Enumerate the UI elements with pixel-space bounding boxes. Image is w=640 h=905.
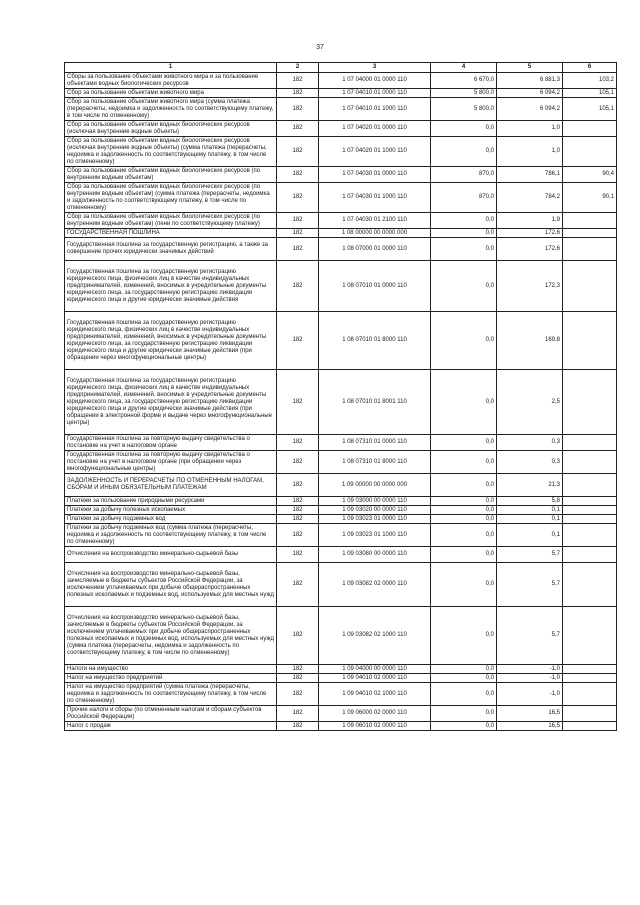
percent-value: [563, 137, 617, 167]
plan-value: 0,0: [431, 563, 497, 607]
budget-class-code: 1 07 04030 01 2100 110: [319, 213, 431, 229]
actual-value: 21,3: [497, 474, 563, 497]
percent-value: [563, 238, 617, 261]
budget-class-code: 1 09 03082 02 1000 110: [319, 607, 431, 665]
table-row: [65, 706, 617, 722]
table-row: [65, 73, 617, 89]
actual-value: 16,5: [497, 706, 563, 722]
admin-code: 182: [277, 73, 319, 89]
actual-value: 784,2: [497, 183, 563, 213]
plan-value: 0,0: [431, 238, 497, 261]
percent-value: [563, 370, 617, 435]
table-row: [65, 607, 617, 665]
budget-class-code: 1 07 04030 01 1000 110: [319, 183, 431, 213]
row-name: Сбор за пользование объектами водных биологических ресурсов (по внутренним водным объектам) (пени по соответствующему платежу): [65, 213, 277, 229]
budget-class-code: 1 08 07310 01 8000 110: [319, 451, 431, 474]
percent-value: 105,1: [563, 89, 617, 98]
percent-value: [563, 563, 617, 607]
budget-class-code: 1 07 04020 01 1000 110: [319, 137, 431, 167]
column-header: 1: [65, 63, 277, 73]
admin-code: 182: [277, 722, 319, 731]
table-row: [65, 229, 617, 238]
plan-value: 0,0: [431, 515, 497, 524]
row-name: Налог на имущество предприятий: [65, 674, 277, 683]
plan-value: 5 800,0: [431, 89, 497, 98]
row-name: Отчисления на воспроизводство минерально-сырьевой базы, зачисляемые в бюджеты субъектов Российской Федерации, за исключением уплачиваемых при добыче общераспространенных полезных ископаемых и подземных вод, используемых для местных нужд: [65, 563, 277, 607]
plan-value: 0,0: [431, 451, 497, 474]
row-name: Государственная пошлина за повторную выдачу свидетельства о постановке на учет в налоговом органе (при обращении через многофункциональные центры): [65, 451, 277, 474]
admin-code: 182: [277, 312, 319, 370]
budget-class-code: 1 09 03000 00 0000 110: [319, 497, 431, 506]
budget-class-code: 1 09 03082 02 0000 110: [319, 563, 431, 607]
plan-value: 870,0: [431, 183, 497, 213]
admin-code: 182: [277, 451, 319, 474]
percent-value: 90,4: [563, 167, 617, 183]
budget-class-code: 1 09 04010 02 0000 110: [319, 674, 431, 683]
table-row: [65, 370, 617, 435]
row-name: ЗАДОЛЖЕННОСТЬ И ПЕРЕРАСЧЕТЫ ПО ОТМЕНЕННЫМ НАЛОГАМ, СБОРАМ И ИНЫМ ОБЯЗАТЕЛЬНЫМ ПЛАТЕЖАМ: [65, 474, 277, 497]
budget-class-code: 1 08 00000 00 0000 000: [319, 229, 431, 238]
admin-code: 182: [277, 183, 319, 213]
column-header: 3: [319, 63, 431, 73]
row-name: Сборы за пользование объектами животного мира и за пользование объектами водных биологических ресурсов: [65, 73, 277, 89]
table-row: [65, 312, 617, 370]
actual-value: 6 881,3: [497, 73, 563, 89]
plan-value: 0,0: [431, 137, 497, 167]
table-row: [65, 451, 617, 474]
actual-value: 5,8: [497, 497, 563, 506]
actual-value: 786,1: [497, 167, 563, 183]
admin-code: 182: [277, 524, 319, 547]
table-row: [65, 89, 617, 98]
percent-value: [563, 474, 617, 497]
percent-value: [563, 607, 617, 665]
row-name: Платежи за добычу подземных вод (сумма платежа (перерасчеты, недоимка и задолженность по соответствующему платежу, в том числе по отмененному): [65, 524, 277, 547]
budget-class-code: 1 08 07000 01 0000 110: [319, 238, 431, 261]
actual-value: -1,0: [497, 683, 563, 706]
budget-class-code: 1 07 04010 01 1000 110: [319, 98, 431, 121]
plan-value: 0,0: [431, 497, 497, 506]
row-name: Сбор за пользование объектами животного мира (сумма платежа (перерасчеты, недоимка и задолженность по соответствующему платежу, в том числе по отмененному): [65, 98, 277, 121]
admin-code: 182: [277, 213, 319, 229]
plan-value: 0,0: [431, 722, 497, 731]
admin-code: 182: [277, 497, 319, 506]
plan-value: 0,0: [431, 547, 497, 563]
actual-value: 5,7: [497, 547, 563, 563]
row-name: Сбор за пользование объектами водных биологических ресурсов (по внутренним водным объектам) (сумма платежа (перерасчеты, недоимка и задолженность по соответствующему платежу, в том числе по отмененному): [65, 183, 277, 213]
revenue-table: [64, 62, 617, 731]
percent-value: [563, 261, 617, 312]
plan-value: 0,0: [431, 213, 497, 229]
budget-class-code: 1 08 07010 01 8000 110: [319, 312, 431, 370]
actual-value: 172,3: [497, 261, 563, 312]
table-row: [65, 238, 617, 261]
budget-class-code: 1 09 06000 02 0000 110: [319, 706, 431, 722]
row-name: Платежи за добычу подземных вод: [65, 515, 277, 524]
percent-value: 105,1: [563, 98, 617, 121]
admin-code: 182: [277, 474, 319, 497]
table-row: [65, 683, 617, 706]
budget-class-code: 1 07 04030 01 0000 110: [319, 167, 431, 183]
actual-value: 0,1: [497, 524, 563, 547]
table-row: [65, 183, 617, 213]
row-name: Прочие налоги и сборы (по отмененным налогам и сборам субъектов Российской Федерации): [65, 706, 277, 722]
table-row: [65, 547, 617, 563]
actual-value: -1,0: [497, 665, 563, 674]
table-row: [65, 435, 617, 451]
actual-value: 1,0: [497, 137, 563, 167]
admin-code: 182: [277, 238, 319, 261]
percent-value: [563, 435, 617, 451]
percent-value: [563, 547, 617, 563]
admin-code: 182: [277, 121, 319, 137]
budget-class-code: 1 09 03020 00 0000 110: [319, 506, 431, 515]
table-row: [65, 515, 617, 524]
actual-value: 0,1: [497, 515, 563, 524]
row-name: Налоги на имущество: [65, 665, 277, 674]
admin-code: 182: [277, 515, 319, 524]
admin-code: 182: [277, 683, 319, 706]
percent-value: [563, 674, 617, 683]
plan-value: 0,0: [431, 524, 497, 547]
plan-value: 0,0: [431, 474, 497, 497]
admin-code: 182: [277, 229, 319, 238]
column-header: 5: [497, 63, 563, 73]
table-row: [65, 722, 617, 731]
percent-value: [563, 706, 617, 722]
table-row: [65, 261, 617, 312]
actual-value: 0,3: [497, 435, 563, 451]
row-name: Сбор за пользование объектами водных биологических ресурсов (по внутренним водным объектам): [65, 167, 277, 183]
admin-code: 182: [277, 261, 319, 312]
row-name: Государственная пошлина за государственную регистрацию юридического лица, физических лиц в качестве индивидуальных предпринимателей, изменений, вносимых в учредительные документы юридического лица, за государственную регистрацию ликвидации юридического лица и другие юридически значимые действия: [65, 261, 277, 312]
row-name: Платежи за добычу полезных ископаемых: [65, 506, 277, 515]
table-row: [65, 497, 617, 506]
plan-value: 0,0: [431, 370, 497, 435]
admin-code: 182: [277, 435, 319, 451]
actual-value: 169,8: [497, 312, 563, 370]
percent-value: [563, 524, 617, 547]
budget-class-code: 1 07 04010 01 0000 110: [319, 89, 431, 98]
actual-value: 0,3: [497, 451, 563, 474]
actual-value: 1,0: [497, 121, 563, 137]
admin-code: 182: [277, 706, 319, 722]
row-name: Сбор за пользование объектами водных биологических ресурсов (исключая внутренние водные объекты) (сумма платежа (перерасчеты, недоимка и задолженность по соответствующему платежу, в том числе по отмененному): [65, 137, 277, 167]
plan-value: 0,0: [431, 435, 497, 451]
row-name: ГОСУДАРСТВЕННАЯ ПОШЛИНА: [65, 229, 277, 238]
row-name: Государственная пошлина за государственную регистрацию юридического лица, физических лиц в качестве индивидуальных предпринимателей, изменений, вносимых в учредительные документы юридического лица, за государственную регистрацию ликвидации юридического лица и другие юридически значимые действия (при обращении через многофункциональные центры): [65, 312, 277, 370]
budget-class-code: 1 07 04000 01 0000 110: [319, 73, 431, 89]
percent-value: [563, 515, 617, 524]
row-name: Сбор за пользование объектами водных биологических ресурсов (исключая внутренние водные объекты): [65, 121, 277, 137]
column-header: 2: [277, 63, 319, 73]
percent-value: [563, 451, 617, 474]
actual-value: 0,1: [497, 506, 563, 515]
table-row: [65, 674, 617, 683]
actual-value: 172,6: [497, 238, 563, 261]
actual-value: 6 094,2: [497, 98, 563, 121]
budget-class-code: 1 08 07010 01 8001 110: [319, 370, 431, 435]
actual-value: 6 094,2: [497, 89, 563, 98]
admin-code: 182: [277, 370, 319, 435]
table-row: [65, 98, 617, 121]
admin-code: 182: [277, 563, 319, 607]
percent-value: [563, 497, 617, 506]
admin-code: 182: [277, 674, 319, 683]
budget-class-code: 1 09 03023 01 0000 110: [319, 515, 431, 524]
plan-value: 0,0: [431, 312, 497, 370]
table-row: [65, 167, 617, 183]
plan-value: 0,0: [431, 121, 497, 137]
percent-value: [563, 722, 617, 731]
budget-class-code: 1 08 07310 01 0000 110: [319, 435, 431, 451]
percent-value: 90,1: [563, 183, 617, 213]
row-name: Отчисления на воспроизводство минерально-сырьевой базы, зачисляемые в бюджеты субъектов Российской Федерации, за исключением уплачиваемых при добыче общераспространенных полезных ископаемых и подземных вод, используемых для местных нужд (сумма платежа (перерасчеты, недоимка и задолженность по соответствующему платежу, в том числе по отмененному): [65, 607, 277, 665]
percent-value: [563, 121, 617, 137]
actual-value: 172,6: [497, 229, 563, 238]
column-header: 6: [563, 63, 617, 73]
row-name: Налог с продаж: [65, 722, 277, 731]
admin-code: 182: [277, 167, 319, 183]
actual-value: 1,9: [497, 213, 563, 229]
row-name: Платежи за пользование природными ресурсами: [65, 497, 277, 506]
row-name: Государственная пошлина за государственную регистрацию, а также за совершение прочих юридически значимых действий: [65, 238, 277, 261]
plan-value: 0,0: [431, 607, 497, 665]
budget-class-code: 1 09 00000 00 0000 000: [319, 474, 431, 497]
table-row: [65, 524, 617, 547]
budget-class-code: 1 09 03023 01 1000 110: [319, 524, 431, 547]
percent-value: [563, 213, 617, 229]
table-row: [65, 665, 617, 674]
plan-value: 0,0: [431, 706, 497, 722]
table-row: [65, 121, 617, 137]
plan-value: 0,0: [431, 229, 497, 238]
table-row: [65, 137, 617, 167]
percent-value: [563, 665, 617, 674]
admin-code: 182: [277, 98, 319, 121]
percent-value: [563, 506, 617, 515]
percent-value: 103,2: [563, 73, 617, 89]
plan-value: 0,0: [431, 665, 497, 674]
actual-value: 5,7: [497, 563, 563, 607]
actual-value: -1,0: [497, 674, 563, 683]
row-name: Отчисления на воспроизводство минерально-сырьевой базы: [65, 547, 277, 563]
admin-code: 182: [277, 547, 319, 563]
admin-code: 182: [277, 137, 319, 167]
plan-value: 5 800,0: [431, 98, 497, 121]
plan-value: 6 670,0: [431, 73, 497, 89]
row-name: Государственная пошлина за государственную регистрацию юридического лица, физических лиц в качестве индивидуальных предпринимателей, изменений, вносимых в учредительные документы юридического лица, за государственную регистрацию ликвидации юридического лица и другие юридически значимые действия (при обращении в электронной форме и выдаче через многофункциональные центры): [65, 370, 277, 435]
budget-class-code: 1 09 04010 02 1000 110: [319, 683, 431, 706]
table-row: [65, 213, 617, 229]
percent-value: [563, 312, 617, 370]
plan-value: 0,0: [431, 506, 497, 515]
table-row: [65, 563, 617, 607]
row-name: Сбор за пользование объектами животного мира: [65, 89, 277, 98]
plan-value: 870,0: [431, 167, 497, 183]
admin-code: 182: [277, 506, 319, 515]
budget-class-code: 1 07 04020 01 0000 110: [319, 121, 431, 137]
page-number: 37: [316, 44, 324, 51]
admin-code: 182: [277, 89, 319, 98]
budget-class-code: 1 09 03080 00 0000 110: [319, 547, 431, 563]
actual-value: 5,7: [497, 607, 563, 665]
column-header: 4: [431, 63, 497, 73]
plan-value: 0,0: [431, 674, 497, 683]
percent-value: [563, 683, 617, 706]
budget-class-code: 1 09 04000 00 0000 110: [319, 665, 431, 674]
percent-value: [563, 229, 617, 238]
row-name: Налог на имущество предприятий (сумма платежа (перерасчеты, недоимка и задолженность по соответствующему платежу, в том числе по отмененному): [65, 683, 277, 706]
table-row: [65, 506, 617, 515]
actual-value: 16,5: [497, 722, 563, 731]
admin-code: 182: [277, 607, 319, 665]
table-row: [65, 474, 617, 497]
budget-class-code: 1 09 06010 02 0000 110: [319, 722, 431, 731]
column-number-row: [65, 63, 617, 73]
plan-value: 0,0: [431, 683, 497, 706]
row-name: Государственная пошлина за повторную выдачу свидетельства о постановке на учет в налоговом органе: [65, 435, 277, 451]
admin-code: 182: [277, 665, 319, 674]
budget-class-code: 1 08 07010 01 0000 110: [319, 261, 431, 312]
plan-value: 0,0: [431, 261, 497, 312]
actual-value: 2,5: [497, 370, 563, 435]
